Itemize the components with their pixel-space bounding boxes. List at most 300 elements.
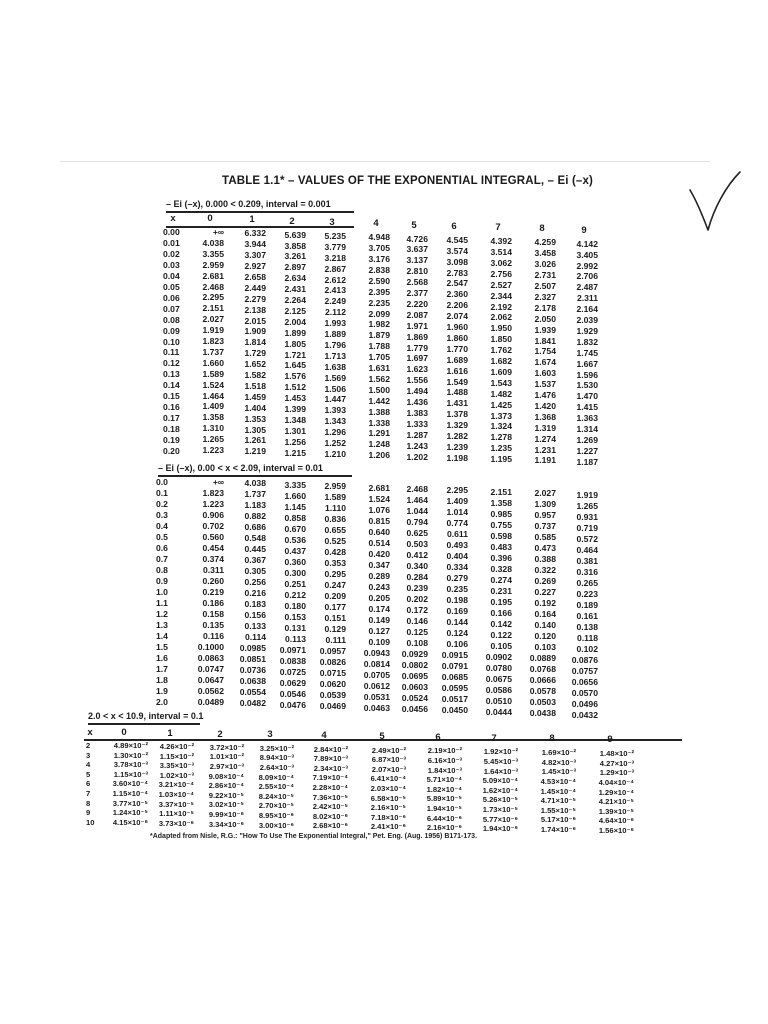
section-2-cell: 0.105 <box>490 640 512 651</box>
section-2-row-x: 0.1 <box>156 488 168 498</box>
section-1-cell: 3.705 <box>368 243 390 254</box>
section-1-cell: 1.282 <box>446 431 468 441</box>
section-3-cell: 2.34×10⁻³ <box>313 763 348 773</box>
section-2-cell: 0.493 <box>446 540 468 551</box>
section-3-cell: 1.24×10⁻⁵ <box>112 808 148 818</box>
section-1-cell: 1.256 <box>284 436 306 447</box>
section-2-cell: 0.686 <box>244 522 266 533</box>
section-1-cell: 1.388 <box>368 406 390 417</box>
section-2-cell: 0.111 <box>325 635 346 646</box>
section-3-cell: 6.41×10⁻⁴ <box>370 774 406 784</box>
section-1-cell: 1.296 <box>324 427 346 438</box>
section-1-cell: 1.674 <box>534 357 556 368</box>
section-1-cell: 2.344 <box>490 290 512 301</box>
section-2-cell: 0.0603 <box>401 682 428 692</box>
section-1-cell: 1.631 <box>368 363 390 373</box>
section-1-cell: 1.436 <box>406 397 428 407</box>
section-1-cell: 3.137 <box>406 255 428 266</box>
section-1-cell: 1.537 <box>534 379 556 390</box>
section-1-cell: 1.982 <box>368 319 390 330</box>
section-2-cell: 0.186 <box>202 598 224 608</box>
section-1-cell: 2.838 <box>368 264 390 275</box>
section-1-row-x: 0.02 <box>163 248 180 259</box>
section-1-cell: 1.195 <box>490 454 512 465</box>
section-2-cell: 0.209 <box>324 591 346 602</box>
section-1-cell: 1.530 <box>576 380 598 391</box>
section-1-cell: 1.206 <box>368 450 390 461</box>
section-2-cell: 0.129 <box>324 624 346 635</box>
section-3-cell: 6.16×10⁻³ <box>427 756 462 765</box>
section-2-cell: 1.110 <box>324 503 346 514</box>
section-1-cell: 2.099 <box>368 308 390 319</box>
section-3-cell: 8.95×10⁻⁶ <box>258 810 294 820</box>
section-2-cell: 0.158 <box>202 609 224 619</box>
section-2-cell: 1.183 <box>244 500 266 511</box>
section-2-cell: 1.223 <box>202 499 224 509</box>
section-2-cell: 0.202 <box>406 594 428 604</box>
section-2-cell: 2.959 <box>324 481 346 492</box>
section-2-cell: 0.131 <box>284 622 306 633</box>
section-2-cell: 0.0666 <box>529 675 556 686</box>
section-1-cell: 3.098 <box>446 256 468 267</box>
section-2-cell: 0.815 <box>368 515 390 526</box>
section-2-cell: 0.0578 <box>529 686 556 697</box>
section-3-cell: 3.73×10⁻⁶ <box>158 818 194 828</box>
section-2-row-x: 0.0 <box>156 477 168 487</box>
section-2-cell: 0.420 <box>368 548 390 559</box>
section-2-cell: 0.0620 <box>319 679 346 690</box>
section-1-cell: 1.453 <box>284 393 306 404</box>
section-2-cell: 0.146 <box>406 616 428 626</box>
section-1-row-x: 0.01 <box>163 237 180 248</box>
section-1-cell: 1.556 <box>406 375 428 386</box>
section-1-row-x: 0.06 <box>163 292 180 303</box>
section-1-cell: 1.860 <box>446 332 468 343</box>
section-1-cell: 1.549 <box>446 376 468 387</box>
section-2-cell: 0.0656 <box>571 676 598 687</box>
section-1-cell: 3.355 <box>202 248 224 259</box>
section-2-cell: 1.589 <box>324 492 346 503</box>
section-1-cell: 1.609 <box>490 366 512 377</box>
section-1-cell: 4.392 <box>490 236 512 247</box>
section-2-cell: 0.931 <box>576 511 598 522</box>
section-2-cell: 0.473 <box>534 543 556 554</box>
page-top-rule <box>60 161 710 162</box>
section-1-cell: 1.470 <box>576 391 598 402</box>
section-2-cell: 0.0595 <box>441 683 468 694</box>
section-3-cell: 1.29×10⁻³ <box>599 768 634 778</box>
section-1-cell: 1.729 <box>244 348 266 359</box>
section-1-row-x: 0.13 <box>163 369 180 380</box>
section-2-cell: 0.269 <box>534 576 556 587</box>
section-2-cell: 0.274 <box>490 574 512 585</box>
section-1-cell: 2.192 <box>490 301 512 312</box>
section-3-cell: 4.53×10⁻⁴ <box>540 777 576 786</box>
section-1-cell: 1.324 <box>490 421 512 432</box>
section-3-row-x: 6 <box>86 779 91 789</box>
section-2-cell: 0.0524 <box>401 693 428 703</box>
section-1-row-x: 0.20 <box>163 446 180 456</box>
section-1-cell: 1.909 <box>244 326 266 337</box>
section-1-cell: 1.645 <box>284 360 306 371</box>
section-1-cell: 1.770 <box>446 343 468 354</box>
table-footnote: *Adapted from Nisle, R.G.: "How To Use The Exponential Integral," Pet. Eng. (Aug. 1956) B171-173. <box>150 833 478 840</box>
section-1-cell: 1.202 <box>406 451 428 462</box>
section-2-cell: 0.300 <box>284 567 306 578</box>
section-1-cell: 4.259 <box>534 237 556 248</box>
section-2-cell: 0.0438 <box>529 708 556 719</box>
section-2-cell: 0.347 <box>368 559 390 570</box>
section-2-cell: 0.374 <box>202 554 224 564</box>
section-3-cell: 2.86×10⁻⁴ <box>208 781 244 791</box>
section-3-cell: 1.02×10⁻³ <box>159 770 194 780</box>
section-2-cell: 0.585 <box>534 532 556 543</box>
section-2-cell: 0.295 <box>324 569 346 580</box>
section-2-row-x: 2.0 <box>156 697 168 707</box>
section-1-cell: 1.305 <box>244 424 266 435</box>
section-2-cell: 0.205 <box>368 592 390 603</box>
section-1-cell: 2.547 <box>446 278 468 289</box>
section-2-cell: 0.322 <box>534 565 556 576</box>
section-1-cell: 2.395 <box>368 286 390 297</box>
section-2-cell: 0.396 <box>490 552 512 563</box>
section-2-row-x: 1.7 <box>156 664 168 674</box>
section-2-cell: 0.0570 <box>571 687 598 698</box>
section-2-cell: 0.0929 <box>401 649 428 659</box>
section-2-cell: 1.409 <box>446 496 468 507</box>
section-2-cell: 2.681 <box>368 482 390 493</box>
section-2-cell: 0.503 <box>406 539 428 549</box>
section-2-cell: 2.468 <box>406 484 428 494</box>
section-3-cell: 9.22×10⁻⁵ <box>208 790 244 800</box>
section-1-cell: 1.805 <box>284 338 306 349</box>
section-2-cell: 0.437 <box>284 545 306 556</box>
section-1-col-header: 3 <box>329 216 335 228</box>
section-1-cell: 3.405 <box>576 249 598 260</box>
section-1-cell: 4.726 <box>406 233 428 244</box>
section-2-cell: 0.0780 <box>485 662 512 673</box>
section-1-cell: 2.992 <box>576 260 598 271</box>
section-2-cell: 0.560 <box>202 532 224 542</box>
section-2-cell: 0.114 <box>244 632 266 643</box>
section-2-cell: 0.640 <box>368 526 390 537</box>
section-2-row-x: 0.2 <box>156 499 168 509</box>
section-1-cell: 2.264 <box>284 295 306 305</box>
section-1-cell: 1.399 <box>284 404 306 414</box>
section-3-cell: 8.09×10⁻⁴ <box>258 772 294 782</box>
section-2-row-x: 1.4 <box>156 631 168 641</box>
section-1-col-header: 0 <box>207 213 213 224</box>
section-1-cell: 3.574 <box>446 245 468 256</box>
section-1-cell: 1.310 <box>202 423 224 434</box>
section-1-row-x: 0.09 <box>163 325 180 336</box>
section-3-cell: 2.41×10⁻⁶ <box>370 822 406 832</box>
section-1-cell: 1.488 <box>446 387 468 398</box>
section-3-cell: 7.89×10⁻³ <box>313 754 348 764</box>
section-1-cell: 1.231 <box>534 444 556 455</box>
section-1-cell: 1.274 <box>534 433 556 444</box>
section-3-cell: 2.49×10⁻² <box>371 745 406 755</box>
section-3-cell: 1.62×10⁻⁴ <box>482 785 518 795</box>
section-1-col-header: 9 <box>581 224 587 236</box>
section-1-cell: 3.944 <box>244 239 266 250</box>
section-2-cell: 0.127 <box>368 625 390 636</box>
section-2-row-x: 0.7 <box>156 554 168 564</box>
section-2-cell: 0.367 <box>244 555 266 566</box>
section-3-row-x: 10 <box>86 817 95 827</box>
section-2-cell: 2.151 <box>490 486 512 497</box>
section-3-cell: 3.21×10⁻⁴ <box>158 780 194 790</box>
section-2-cell: 0.548 <box>244 533 266 544</box>
section-1-cell: 2.164 <box>576 304 598 315</box>
section-3-cell: 6.87×10⁻³ <box>371 755 406 765</box>
section-1-cell: 1.721 <box>284 349 306 360</box>
section-2-cell: 0.0531 <box>363 691 390 702</box>
section-2-row-x: 1.5 <box>156 642 168 652</box>
section-1-row-x: 0.08 <box>163 314 180 325</box>
section-2-cell: 0.0876 <box>571 654 598 665</box>
section-2-row-x: 1.3 <box>156 620 168 630</box>
section-3-cell: 1.15×10⁻² <box>159 751 194 761</box>
section-2-cell: 0.183 <box>244 599 266 610</box>
section-2-cell: 0.0814 <box>363 658 390 669</box>
section-1-cell: 1.373 <box>490 410 512 421</box>
section-3-cell: 1.45×10⁻⁴ <box>540 786 576 796</box>
section-2-cell: 0.133 <box>244 621 266 632</box>
section-1-cell: 2.658 <box>244 271 266 282</box>
section-1-cell: 3.514 <box>490 247 512 257</box>
section-2-row-x: 0.3 <box>156 510 168 520</box>
section-2-row-x: 0.5 <box>156 532 168 542</box>
section-3-cell: 1.92×10⁻² <box>483 747 518 757</box>
section-1-cell: 1.368 <box>534 411 556 422</box>
section-3-cell: 1.55×10⁻⁵ <box>540 805 576 815</box>
section-1-cell: 1.689 <box>446 354 468 365</box>
section-1-cell: 1.476 <box>534 390 556 400</box>
section-3-cell: 8.02×10⁻⁶ <box>312 811 348 821</box>
section-1-cell: 4.038 <box>202 237 224 248</box>
section-3-row-x: 2 <box>86 741 91 750</box>
section-2-cell: 0.0838 <box>279 655 306 666</box>
section-2-cell: 0.572 <box>576 533 598 544</box>
section-1-col-header: 2 <box>289 215 295 227</box>
section-2-cell: 0.0638 <box>239 676 266 687</box>
section-2-cell: 0.340 <box>406 561 428 571</box>
section-1-cell: 5.235 <box>324 230 346 241</box>
section-2-cell: 0.212 <box>284 589 306 600</box>
section-2-cell: 0.0791 <box>441 661 468 672</box>
section-2-cell: 0.108 <box>406 638 428 648</box>
section-2-cell: 0.0725 <box>279 666 306 677</box>
section-3-cell: 1.64×10⁻³ <box>483 766 518 776</box>
section-1-cell: 1.198 <box>446 452 468 463</box>
section-3-cell: 3.00×10⁻⁶ <box>258 820 294 830</box>
section-1-cell: 2.568 <box>406 277 428 288</box>
section-2-cell: 0.174 <box>368 603 390 614</box>
section-1-cell: 1.506 <box>324 383 346 394</box>
section-2-cell: 0.227 <box>534 587 556 598</box>
section-1-cell: 2.062 <box>490 312 512 323</box>
section-1-cell: 2.487 <box>576 282 598 293</box>
section-1-cell: 1.500 <box>368 384 390 395</box>
section-3-row-x: 9 <box>86 808 91 818</box>
section-1-heading-rule <box>166 211 354 213</box>
section-2-cell: 0.0469 <box>319 701 346 712</box>
section-1-cell: 1.850 <box>490 334 512 345</box>
section-1-cell: 2.431 <box>284 284 306 295</box>
section-2-cell: 0.0695 <box>401 671 428 681</box>
section-2-cell: 0.858 <box>284 512 306 523</box>
section-2-row-x: 1.9 <box>156 686 168 696</box>
section-3-cell: 3.72×10⁻² <box>209 742 244 752</box>
section-2-cell: 0.0554 <box>239 687 266 698</box>
section-1-cell: 1.358 <box>202 412 224 423</box>
section-3-cell: 9.99×10⁻⁶ <box>208 810 244 819</box>
section-1-cell: 1.223 <box>202 445 224 455</box>
section-3-cell: 1.11×10⁻⁵ <box>159 809 194 819</box>
section-2-cell: 0.243 <box>368 581 390 592</box>
section-1-cell: 1.261 <box>244 435 266 446</box>
section-1-cell: 1.338 <box>368 417 390 428</box>
section-2-cell: 0.0503 <box>529 697 556 708</box>
section-2-cell: 0.144 <box>446 617 468 628</box>
section-2-cell: 1.358 <box>490 497 512 508</box>
section-2-row-x: 1.8 <box>156 675 168 685</box>
section-3-row-x: 4 <box>86 760 91 770</box>
section-2-cell: 0.328 <box>490 563 512 574</box>
section-2-cell: 0.0496 <box>571 698 598 709</box>
section-2-cell: 0.122 <box>490 629 512 640</box>
section-2-cell: 0.142 <box>490 618 512 629</box>
section-2-cell: 0.0517 <box>441 694 468 705</box>
section-3-cell: 2.68×10⁻⁶ <box>312 821 348 831</box>
section-3-cell: 1.84×10⁻³ <box>427 765 462 775</box>
section-2-cell: 0.135 <box>202 620 224 630</box>
section-2-row-x: 0.9 <box>156 576 168 586</box>
section-3-cell: 2.84×10⁻² <box>313 744 348 754</box>
section-2-cell: 0.311 <box>202 565 224 575</box>
section-3-cell: 7.19×10⁻⁴ <box>312 773 348 783</box>
section-1-cell: 1.343 <box>324 416 346 427</box>
section-2-cell: 0.0629 <box>279 677 306 688</box>
section-3-cell: 2.07×10⁻³ <box>371 764 406 774</box>
section-3-cell: 7.18×10⁻⁶ <box>370 812 406 822</box>
section-1-cell: 1.301 <box>284 425 306 436</box>
section-1-cell: 1.682 <box>490 356 512 366</box>
section-2-cell: 0.906 <box>202 510 224 520</box>
section-1-cell: 1.287 <box>406 429 428 440</box>
section-1-cell: 1.889 <box>324 329 346 339</box>
section-1-cell: 1.459 <box>244 391 266 402</box>
section-2-cell: 0.655 <box>324 525 346 536</box>
section-1-cell: 1.348 <box>284 414 306 425</box>
section-2-cell: 1.265 <box>576 500 598 511</box>
section-2-cell: 0.164 <box>534 609 556 620</box>
section-2-cell: 0.0675 <box>485 673 512 684</box>
section-3-col-header: 3 <box>267 729 273 741</box>
section-3-cell: 4.26×10⁻² <box>159 741 194 751</box>
section-3-cell: 1.74×10⁻⁶ <box>540 825 576 834</box>
section-2-cell: 2.027 <box>534 488 556 499</box>
section-1-col-header: 6 <box>451 220 457 232</box>
section-1-cell: 1.393 <box>324 405 346 416</box>
section-3-cell: 5.71×10⁻⁴ <box>426 775 462 785</box>
section-1-cell: 1.899 <box>284 327 306 338</box>
section-1-cell: 2.959 <box>202 259 224 270</box>
section-1-cell: 2.449 <box>244 282 266 293</box>
section-1-cell: 3.779 <box>324 241 346 252</box>
section-2-row-x: 1.6 <box>156 653 168 663</box>
section-1-row-x: 0.10 <box>163 336 180 347</box>
section-1-cell: 1.667 <box>576 358 598 369</box>
section-3-col-header: 2 <box>217 728 223 740</box>
section-1-cell: 1.215 <box>284 447 306 458</box>
section-2-cell: 0.169 <box>446 606 468 617</box>
section-1-cell: 1.404 <box>244 402 266 413</box>
section-2-cell: 0.0489 <box>197 697 224 707</box>
section-1-cell: 1.762 <box>490 345 512 356</box>
section-3-cell: 5.45×10⁻³ <box>483 756 518 766</box>
section-1-cell: 1.779 <box>406 342 428 353</box>
section-2-cell: 0.404 <box>446 551 468 562</box>
section-1-cell: 2.004 <box>284 316 306 327</box>
section-1-row-x: 0.11 <box>163 347 180 358</box>
section-2-cell: 0.0889 <box>529 653 556 664</box>
section-2-cell: 1.044 <box>406 506 428 516</box>
section-1-cell: 1.464 <box>202 390 224 401</box>
section-2-cell: 0.125 <box>406 627 428 637</box>
section-1-cell: 2.311 <box>576 293 598 304</box>
section-1-cell: 2.612 <box>324 274 346 285</box>
section-1-cell: 1.754 <box>534 346 556 357</box>
section-3-cell: 1.82×10⁻⁴ <box>426 784 462 794</box>
section-1-cell: 1.993 <box>324 318 346 329</box>
section-2-cell: 0.702 <box>202 521 224 531</box>
section-1-cell: 2.151 <box>202 303 224 314</box>
section-1-cell: 1.823 <box>202 336 224 346</box>
section-2-cell: 0.177 <box>324 602 346 613</box>
section-2-cell: 0.116 <box>202 631 224 641</box>
section-2-cell: 0.0705 <box>363 669 390 680</box>
section-1-cell: 2.897 <box>284 262 306 273</box>
section-1-cell: 2.050 <box>534 313 556 324</box>
section-1-col-header: 8 <box>539 223 545 235</box>
section-1-cell: 6.332 <box>244 228 266 239</box>
section-3-cell: 5.89×10⁻⁵ <box>426 794 462 804</box>
section-1-row-x: 0.16 <box>163 402 180 413</box>
section-1-cell: 1.950 <box>490 323 512 334</box>
section-3-cell: 6.58×10⁻⁵ <box>370 793 406 803</box>
section-2-cell: 0.428 <box>324 547 346 558</box>
section-1-cell: 3.637 <box>406 244 428 255</box>
section-1-cell: 3.458 <box>534 248 556 259</box>
section-2-cell: 0.719 <box>576 522 598 533</box>
section-2-cell: 0.957 <box>534 510 556 521</box>
section-2-cell: 0.256 <box>244 577 266 588</box>
section-1-row-x: 0.19 <box>163 435 180 446</box>
section-2-cell: 0.0647 <box>197 675 224 685</box>
section-1-cell: 1.278 <box>490 432 512 443</box>
section-2-cell: 0.0736 <box>239 665 266 676</box>
section-1-cell: 2.178 <box>534 302 556 313</box>
section-2-cell: 0.737 <box>534 521 556 532</box>
section-1-cell: 1.353 <box>244 413 266 424</box>
section-1-cell: 2.527 <box>490 279 512 290</box>
section-1-cell: 1.814 <box>244 337 266 348</box>
section-1-cell: 1.562 <box>368 373 390 384</box>
section-2-cell: 0.156 <box>244 610 266 621</box>
section-1-cell: 1.239 <box>446 441 468 452</box>
